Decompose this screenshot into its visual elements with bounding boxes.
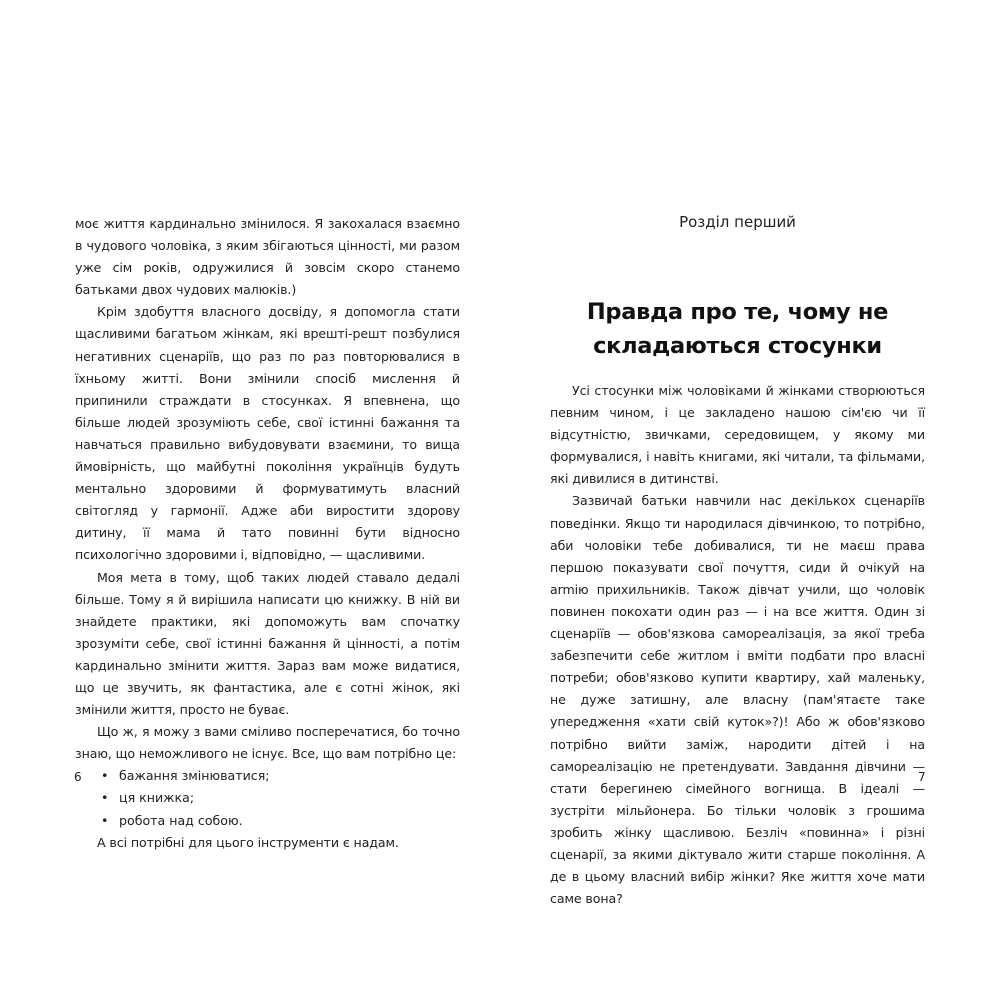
list-item: • робота над собою. bbox=[99, 810, 460, 832]
paragraph: Крім здобуття власного досвіду, я допомогла стати щасливими багатьом жінкам, які врешті-решт позбулися негативних сценаріїв, що раз по раз повторювалися в їхньому житті. Вони змінили спосіб мислення й припинили страждати в стосунках. Я впевнена, що більше людей зрозуміють себе, свої істинні бажання та навчаться правильно вибудовувати взаємини, то вища ймовірність, що майбутні покоління українців будуть ментально здоровими й формуватимуть власний світогляд у гармонії. Адже аби виростити здорову дитину, її мама й тато повинні бути відносно психологічно здоровими і, відповідно, — щасливими. bbox=[75, 304, 460, 563]
chapter-title: Правда про те, чому не складаються стосунки bbox=[586, 299, 889, 359]
paragraph: Зазвичай батьки навчили нас декількох сценаріїв поведінки. Якщо ти народилася дівчинкою, то потрібно, аби чоловіки тебе добивалися, ти не маєш права першою показувати свої почуття, сиди й очікуй на armію прихильників. Також дівчат учили, що чоловік повинен покохати один раз — і на все життя. Один зі сценаріїв — обов'язкова самореалізація, за якої треба забезпечити себе житлом і вміти подбати про власні потреби; обов'язково купити квартиру, хай маленьку, не дуже затишну, але власну (пам'ятаєте таке упередження «хати свій куток»?)! Або ж обов'язково потрібно вийти заміж, народити дітей і на самореалізацію не претендувати. Завдання дівчини — стати берегинею сімейного вогнища. В ідеалі — зустріти мільйонера. Бо тільки чоловік з грошима зробить жінку щасливою. Безліч «повинна» і різні сценарії, за якими діктувало жити старше покоління. А де в цьому власний вибір жінки? Яке життя хоче мати саме вона? bbox=[550, 493, 925, 907]
page-number: 6 bbox=[74, 770, 82, 784]
left-page-body bbox=[75, 213, 460, 854]
list-item: • ця книжка; bbox=[99, 787, 460, 809]
paragraph: Усі стосунки між чоловіками й жінками створюються певним чином, і це закладено нашою сім'єю чи її відсутністю, звичками, середовищем, у якому ми формувалися, і навіть книгами, які читали, та фільмами, які дивилися в дитинстві. bbox=[550, 383, 925, 487]
chapter-label: Розділ перший bbox=[679, 213, 796, 231]
page-number: 7 bbox=[918, 770, 926, 784]
paragraph: моє життя кардинально змінилося. Я закохалася взаємно в чудового чоловіка, з яким збігаються цінності, ми разом уже сім років, одружилися й зовсім скоро станемо батьками двох чудових малюків.) bbox=[75, 216, 460, 298]
paragraph: Моя мета в тому, щоб таких людей ставало дедалі більше. Тому я й вирішила написати цю книжку. В ній ви знайдете практики, які допоможуть вам спочатку зрозуміти себе, свої істинні бажання й цінності, а потім кардинально змінити життя. Зараз вам може видатися, що це звучить, як фантастика, але є сотні жінок, які змінили життя, просто не буває. bbox=[75, 569, 460, 718]
bullet-list bbox=[75, 765, 460, 831]
right-page bbox=[500, 0, 1000, 1000]
paragraph: Що ж, я можу з вами сміливо посперечатися, бо точно знаю, що неможливого не існує. Все, що вам потрібно це: bbox=[75, 724, 460, 762]
list-item: • бажання змінюватися; bbox=[99, 765, 460, 787]
closing-paragraph: А всі потрібні для цього інструменти є надам. bbox=[97, 834, 399, 850]
right-page-body bbox=[550, 380, 925, 910]
